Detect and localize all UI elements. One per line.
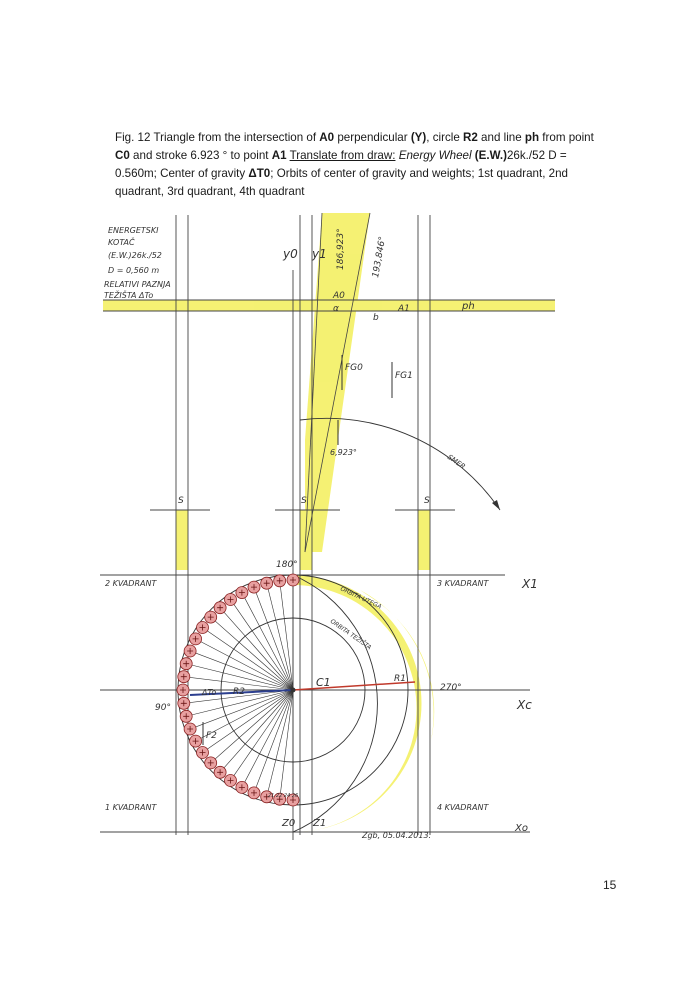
label-a0: A0	[333, 291, 345, 301]
label-fg0: FG0	[345, 363, 363, 373]
wheel-spoke	[252, 690, 293, 798]
label-angle-a: 186,923°	[336, 228, 346, 270]
label-z0: Z0	[282, 818, 296, 829]
label-q1: 1 KVADRANT	[105, 803, 157, 812]
label-signature: Zgb, 05.04.2013.	[362, 831, 432, 840]
label-r1: R1	[394, 674, 406, 684]
label-xc: Xc	[517, 698, 532, 712]
label-y0: y0	[283, 247, 298, 261]
wheel-spoke	[181, 663, 293, 691]
label-s-mid: S	[301, 496, 307, 506]
center-point	[291, 688, 296, 693]
wheel-spoke	[266, 578, 294, 690]
wheel-spoke	[252, 583, 293, 691]
page-number: 15	[603, 878, 617, 892]
label-weight-nums: 21 22 24 26	[268, 793, 299, 799]
label-angle-b: 193,846°	[371, 235, 389, 279]
label-alpha: α	[333, 304, 339, 314]
arrowhead-icon	[492, 500, 500, 510]
yellow-highlights	[103, 213, 555, 832]
label-f2: F2	[206, 731, 217, 741]
note-line-5: RELATIVI PAZNJA	[104, 280, 171, 289]
label-fg1: FG1	[395, 371, 413, 381]
label-deg270: 270°	[440, 683, 462, 693]
note-line-1: ENERGETSKI	[108, 226, 159, 235]
note-line-4: D = 0,560 m	[108, 266, 160, 275]
label-a1: A1	[398, 304, 410, 314]
wheel-spoke	[266, 690, 294, 802]
label-r2: R2	[233, 687, 245, 697]
label-ph: ph	[462, 301, 475, 312]
force-arrows	[203, 355, 392, 745]
label-q4: 4 KVADRANT	[437, 803, 489, 812]
note-line-3: (E.W.)26k./52	[108, 251, 162, 260]
label-dt0: ΔTo	[202, 688, 217, 697]
label-orbit-weights: ORBITA UTEGA	[339, 585, 383, 611]
label-q2: 2 KVADRANT	[105, 579, 157, 588]
wheel-spoke	[186, 649, 294, 690]
figure-caption: Fig. 12 Triangle from the intersection of A0 perpendicular (Y), circle R2 and line ph from point C0 and stroke 6.923 ° to point A1 Translate from draw: Energy Wheel (E.W.)26k./52 D = 0.560m; Center of gravity ΔT0; Orbits of center of gravity and weights; 1st quadrant, 2nd quadrant, 3rd quadrant, 4th quadrant	[115, 131, 594, 198]
note-line-2: KOTAČ	[108, 238, 135, 247]
label-q3: 3 KVADRANT	[437, 579, 489, 588]
label-stroke-angle: 6,923°	[330, 448, 357, 457]
label-z1: Z1	[313, 818, 327, 829]
label-c1: C1	[316, 676, 331, 689]
label-orbit-center: ORBITA TEŽIŠTA	[328, 617, 373, 652]
label-s-left: S	[178, 496, 184, 506]
label-deg90: 90°	[155, 703, 171, 713]
label-y1: y1	[312, 247, 327, 261]
label-beta: b	[373, 313, 379, 323]
label-x1: X1	[522, 577, 538, 591]
note-line-6: TEŽIŠTA ΔTo	[104, 291, 154, 300]
label-deg180: 180°	[276, 560, 298, 570]
label-smer: SMER	[445, 453, 467, 471]
label-x0: Xo	[515, 823, 528, 834]
label-s-right: S	[424, 496, 430, 506]
